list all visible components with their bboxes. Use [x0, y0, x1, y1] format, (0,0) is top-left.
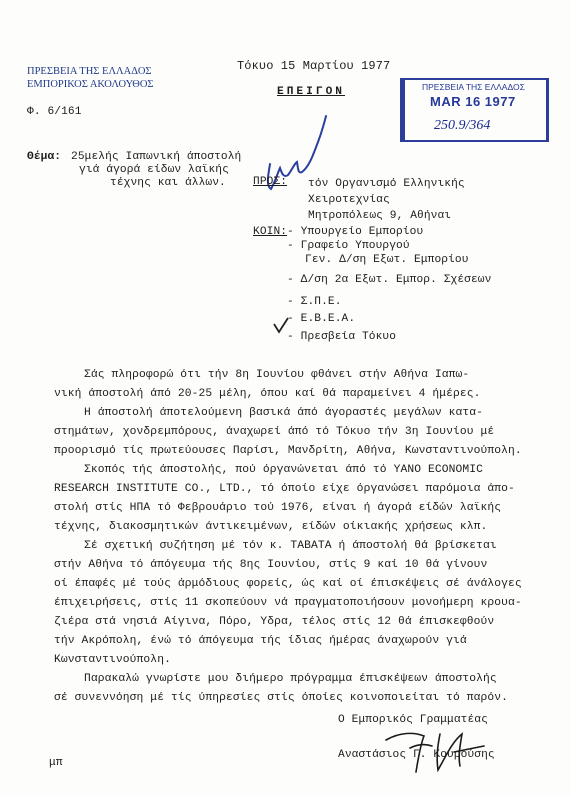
body-line: Παρακαλώ γνωρίστε μου διήμερο πρόγραμμα έπισκέψεων άποστολής: [84, 673, 497, 685]
body-line: στημάτων, χονδρεμπόρους, άναχωρεί άπό τό Τόκυο τήν 3η Ιουνίου μέ: [54, 426, 495, 438]
cc-item: - Ε.Β.Ε.Α.: [287, 313, 356, 325]
letterhead-embassy: ΠΡΕΣΒΕΙΑ ΤΗΣ ΕΛΛΑΔΟΣ: [27, 66, 152, 77]
to-line: Μητροπόλεως 9, Αθήναι: [308, 210, 452, 222]
body-line: νική άποστολή άπό 20-25 μέλη, όπου καί θά παραμείνει 4 ήμέρες.: [54, 388, 481, 400]
stamp-embassy: ΠΡΕΣΒΕΙΑ ΤΗΣ ΕΛΛΑΔΟΣ: [422, 82, 525, 92]
body-line: Η άποστολή άποτελούμενη βασικά άπό άγοραστές μεγάλων κατα-: [84, 407, 483, 419]
body-line: Κωνσταντινούπολη.: [54, 654, 171, 666]
to-label: ΠΡΟΣ:: [253, 176, 288, 188]
to-line: τόν Οργανισμό Ελληνικής: [308, 178, 465, 190]
date-line: Τόκυο 15 Μαρτίου 1977: [237, 59, 391, 73]
body-line: έπιχειρήσεις, στίς 11 σκοπεύουν νά πραγματοποιήσουν μονοήμερη κρουα-: [54, 597, 522, 609]
body-line: Σκοπός τής άποστολής, πού όργανώνεται άπό τό YANO ECONOMIC: [84, 464, 483, 476]
body-line: ζιέρα στά νησιά Αίγινα, Πόρο, Υδρα, τέλος στίς 12 θά έπισκεφθούν: [54, 616, 495, 628]
cc-item: - Δ/ση 2α Εξωτ. Εμπορ. Σχέσεων: [287, 274, 492, 286]
body-line: Σάς πληροφορώ ότι τήν 8η Ιουνίου φθάνει στήν Αθήνα Ιαπω-: [84, 369, 470, 381]
stamp-date: MAR 16 1977: [430, 94, 516, 109]
cc-item: - Υπουργείο Εμπορίου: [287, 226, 424, 238]
letterhead: [27, 65, 154, 91]
body-line: Σέ σχετική συζήτηση μέ τόν κ. TABATA ή άποστολή θά βρίσκεται: [84, 540, 497, 552]
subject-line: γιά άγορά είδων λαϊκής: [79, 164, 229, 176]
body-line: στήν Αθήνα τό άπόγευμα τής 8ης Ιουνίου, στίς 9 καί 10 θά γίνουν: [54, 559, 488, 571]
typist-initials: μπ: [49, 757, 63, 769]
cc-item: - Πρεσβεία Τόκυο: [287, 331, 397, 343]
to-address: [308, 176, 465, 224]
subject-label: Θέμα:: [27, 151, 62, 163]
body-line: στολή στίς ΗΠΑ τό Φεβρουάριο τού 1976, είναι ή άγορά είδών λαϊκής: [54, 502, 502, 514]
cc-label: ΚΟΙΝ:: [253, 226, 288, 238]
body-line: προορισμό τίς πρωτεύουσες Παρίσι, Μανδρίτη, Αθήνα, Κωνσταντινούπολη.: [54, 445, 522, 457]
body-line: τήν Ακρόπολη, ένώ τό άπόγευμα τής ίδιας ήμέρας άναχωρούν γιά: [54, 635, 467, 647]
cc-item: - Σ.Π.Ε.: [287, 296, 342, 308]
subject-line: 25μελής Ιαπωνική άποστολή: [71, 151, 242, 163]
body-line: οί έπαφές μέ τούς άρμόδιους φορείς, ώς καί οί έπισκέψεις σέ άνάλογες: [54, 578, 522, 590]
cc-item: - Γραφείο Υπουργού: [287, 240, 410, 252]
signature-title: Ο Εμπορικός Γραμματέας: [338, 714, 488, 726]
subject-line: τέχνης και άλλων.: [110, 177, 226, 189]
letterhead-office: ΕΜΠΟΡΙΚΟΣ ΑΚΟΛΟΥΘΟΣ: [27, 79, 154, 90]
to-line: Χειροτεχνίας: [308, 194, 390, 206]
body-line: τέχνης, διακοσμητικών άντικειμένων, είδών οίκιακής χρήσεως κλπ.: [54, 521, 488, 533]
subject-text: [71, 151, 241, 190]
body-line: RESEARCH INSTITUTE CO., LTD., τό όποίο είχε όργανώσει παρόμοια άπο-: [54, 483, 515, 495]
stamp-protocol: 250.9/364: [434, 118, 491, 133]
body-line: σέ συνεννόηση μέ τίς ύπηρεσίες στίς όποίες κοινοποιείται τό παρόν.: [54, 692, 509, 704]
urgent-mark: ΕΠΕΙΓΟΝ: [277, 86, 345, 98]
received-stamp: [400, 78, 551, 144]
signatory-name: Αναστάσιος Γ. Κουρούσης: [338, 749, 495, 761]
cc-item: Γεν. Δ/ση Εξωτ. Εμπορίου: [305, 254, 469, 266]
reference-number: Φ. 6/161: [27, 106, 82, 118]
